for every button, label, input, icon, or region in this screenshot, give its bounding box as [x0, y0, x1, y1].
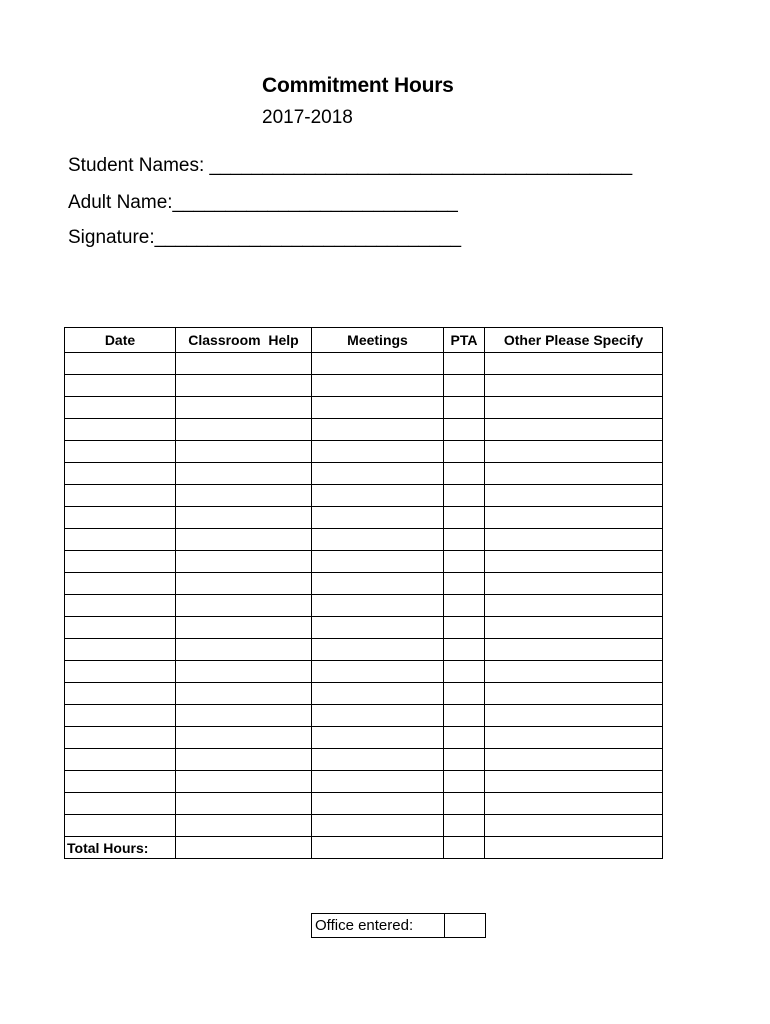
hours-log-table — [64, 327, 663, 859]
classroom-help-cell[interactable] — [176, 595, 312, 617]
office-entered-label: Office entered: — [312, 914, 445, 938]
table-row — [65, 595, 663, 617]
other-cell[interactable] — [485, 463, 663, 485]
other-cell[interactable] — [485, 815, 663, 837]
meetings-cell[interactable] — [312, 485, 444, 507]
classroom-help-cell[interactable] — [176, 749, 312, 771]
table-row — [65, 727, 663, 749]
date-cell[interactable] — [65, 375, 176, 397]
meetings-cell[interactable] — [312, 727, 444, 749]
other-cell[interactable] — [485, 397, 663, 419]
other-cell[interactable] — [485, 419, 663, 441]
other-cell[interactable] — [485, 507, 663, 529]
date-cell[interactable] — [65, 463, 176, 485]
date-cell[interactable] — [65, 595, 176, 617]
office-entered-checkbox[interactable] — [445, 914, 486, 938]
pta-cell[interactable] — [444, 573, 485, 595]
date-cell[interactable] — [65, 353, 176, 375]
classroom-help-cell[interactable] — [176, 397, 312, 419]
meetings-cell[interactable] — [312, 507, 444, 529]
date-cell[interactable] — [65, 529, 176, 551]
date-cell[interactable] — [65, 397, 176, 419]
table-row — [65, 441, 663, 463]
signature-field[interactable]: Signature:_____________________________ — [68, 227, 462, 248]
classroom-help-cell[interactable] — [176, 705, 312, 727]
classroom-help-cell[interactable] — [176, 727, 312, 749]
table-row — [65, 573, 663, 595]
pta-cell[interactable] — [444, 485, 485, 507]
classroom-help-cell[interactable] — [176, 793, 312, 815]
pta-cell[interactable] — [444, 529, 485, 551]
other-cell[interactable] — [485, 529, 663, 551]
table-row — [65, 397, 663, 419]
col-header-pta: PTA — [444, 328, 485, 353]
meetings-cell[interactable] — [312, 397, 444, 419]
classroom-help-cell[interactable] — [176, 617, 312, 639]
classroom-help-cell[interactable] — [176, 419, 312, 441]
meetings-cell[interactable] — [312, 595, 444, 617]
other-cell[interactable] — [485, 573, 663, 595]
table-header-row — [65, 328, 663, 353]
pta-cell[interactable] — [444, 727, 485, 749]
student-names-field[interactable]: Student Names: ________________________________________ — [68, 155, 633, 176]
meetings-cell[interactable] — [312, 639, 444, 661]
meetings-cell[interactable] — [312, 815, 444, 837]
pta-cell[interactable] — [444, 793, 485, 815]
pta-cell[interactable] — [444, 397, 485, 419]
meetings-cell[interactable] — [312, 419, 444, 441]
pta-cell[interactable] — [444, 749, 485, 771]
table-body — [65, 353, 663, 859]
table-row — [65, 661, 663, 683]
classroom-help-cell[interactable] — [176, 683, 312, 705]
pta-cell[interactable] — [444, 353, 485, 375]
total-pta-cell[interactable] — [444, 837, 485, 859]
pta-cell[interactable] — [444, 617, 485, 639]
pta-cell[interactable] — [444, 595, 485, 617]
table-row — [65, 815, 663, 837]
other-cell[interactable] — [485, 727, 663, 749]
date-cell[interactable] — [65, 617, 176, 639]
classroom-help-cell[interactable] — [176, 639, 312, 661]
classroom-help-cell[interactable] — [176, 573, 312, 595]
total-classroom-help-cell[interactable] — [176, 837, 312, 859]
pta-cell[interactable] — [444, 551, 485, 573]
date-cell[interactable] — [65, 683, 176, 705]
classroom-help-cell[interactable] — [176, 815, 312, 837]
pta-cell[interactable] — [444, 507, 485, 529]
meetings-cell[interactable] — [312, 661, 444, 683]
table-row — [65, 507, 663, 529]
other-cell[interactable] — [485, 617, 663, 639]
meetings-cell[interactable] — [312, 353, 444, 375]
col-header-date: Date — [65, 328, 176, 353]
meetings-cell[interactable] — [312, 749, 444, 771]
meetings-cell[interactable] — [312, 771, 444, 793]
table-row — [65, 463, 663, 485]
classroom-help-cell[interactable] — [176, 551, 312, 573]
date-cell[interactable] — [65, 507, 176, 529]
table-row — [65, 375, 663, 397]
total-hours-label: Total Hours: — [65, 837, 176, 859]
table-row — [65, 705, 663, 727]
meetings-cell[interactable] — [312, 705, 444, 727]
table-row — [65, 551, 663, 573]
pta-cell[interactable] — [444, 375, 485, 397]
date-cell[interactable] — [65, 793, 176, 815]
classroom-help-cell[interactable] — [176, 353, 312, 375]
total-hours-row — [65, 837, 663, 859]
other-cell[interactable] — [485, 639, 663, 661]
meetings-cell[interactable] — [312, 793, 444, 815]
school-year: 2017-2018 — [262, 107, 353, 128]
col-header-other: Other Please Specify — [485, 328, 663, 353]
other-cell[interactable] — [485, 749, 663, 771]
pta-cell[interactable] — [444, 419, 485, 441]
table-row — [65, 793, 663, 815]
other-cell[interactable] — [485, 661, 663, 683]
page-title: Commitment Hours — [262, 74, 454, 97]
meetings-cell[interactable] — [312, 529, 444, 551]
other-cell[interactable] — [485, 793, 663, 815]
total-meetings-cell[interactable] — [312, 837, 444, 859]
pta-cell[interactable] — [444, 683, 485, 705]
classroom-help-cell[interactable] — [176, 771, 312, 793]
col-header-classroom-help: Classroom Help — [176, 328, 312, 353]
date-cell[interactable] — [65, 485, 176, 507]
classroom-help-cell[interactable] — [176, 463, 312, 485]
date-cell[interactable] — [65, 815, 176, 837]
table-row — [65, 485, 663, 507]
meetings-cell[interactable] — [312, 463, 444, 485]
other-cell[interactable] — [485, 353, 663, 375]
table-row — [65, 617, 663, 639]
date-cell[interactable] — [65, 639, 176, 661]
meetings-cell[interactable] — [312, 375, 444, 397]
date-cell[interactable] — [65, 705, 176, 727]
meetings-cell[interactable] — [312, 551, 444, 573]
pta-cell[interactable] — [444, 661, 485, 683]
other-cell[interactable] — [485, 441, 663, 463]
pta-cell[interactable] — [444, 771, 485, 793]
classroom-help-cell[interactable] — [176, 485, 312, 507]
other-cell[interactable] — [485, 683, 663, 705]
other-cell[interactable] — [485, 375, 663, 397]
classroom-help-cell[interactable] — [176, 375, 312, 397]
table-row — [65, 639, 663, 661]
classroom-help-cell[interactable] — [176, 529, 312, 551]
other-cell[interactable] — [485, 551, 663, 573]
date-cell[interactable] — [65, 441, 176, 463]
meetings-cell[interactable] — [312, 573, 444, 595]
date-cell[interactable] — [65, 771, 176, 793]
classroom-help-cell[interactable] — [176, 507, 312, 529]
meetings-cell[interactable] — [312, 441, 444, 463]
date-cell[interactable] — [65, 573, 176, 595]
other-cell[interactable] — [485, 485, 663, 507]
date-cell[interactable] — [65, 419, 176, 441]
pta-cell[interactable] — [444, 815, 485, 837]
office-entered-box — [311, 913, 486, 938]
date-cell[interactable] — [65, 551, 176, 573]
date-cell[interactable] — [65, 727, 176, 749]
total-other-cell[interactable] — [485, 837, 663, 859]
table-row — [65, 419, 663, 441]
classroom-help-cell[interactable] — [176, 661, 312, 683]
date-cell[interactable] — [65, 749, 176, 771]
date-cell[interactable] — [65, 661, 176, 683]
pta-cell[interactable] — [444, 463, 485, 485]
classroom-help-cell[interactable] — [176, 441, 312, 463]
meetings-cell[interactable] — [312, 683, 444, 705]
other-cell[interactable] — [485, 705, 663, 727]
pta-cell[interactable] — [444, 441, 485, 463]
table-row — [65, 683, 663, 705]
other-cell[interactable] — [485, 771, 663, 793]
pta-cell[interactable] — [444, 705, 485, 727]
table-row — [65, 771, 663, 793]
col-header-meetings: Meetings — [312, 328, 444, 353]
table-row — [65, 749, 663, 771]
adult-name-field[interactable]: Adult Name:___________________________ — [68, 192, 458, 213]
meetings-cell[interactable] — [312, 617, 444, 639]
other-cell[interactable] — [485, 595, 663, 617]
pta-cell[interactable] — [444, 639, 485, 661]
table-row — [65, 529, 663, 551]
table-row — [65, 353, 663, 375]
